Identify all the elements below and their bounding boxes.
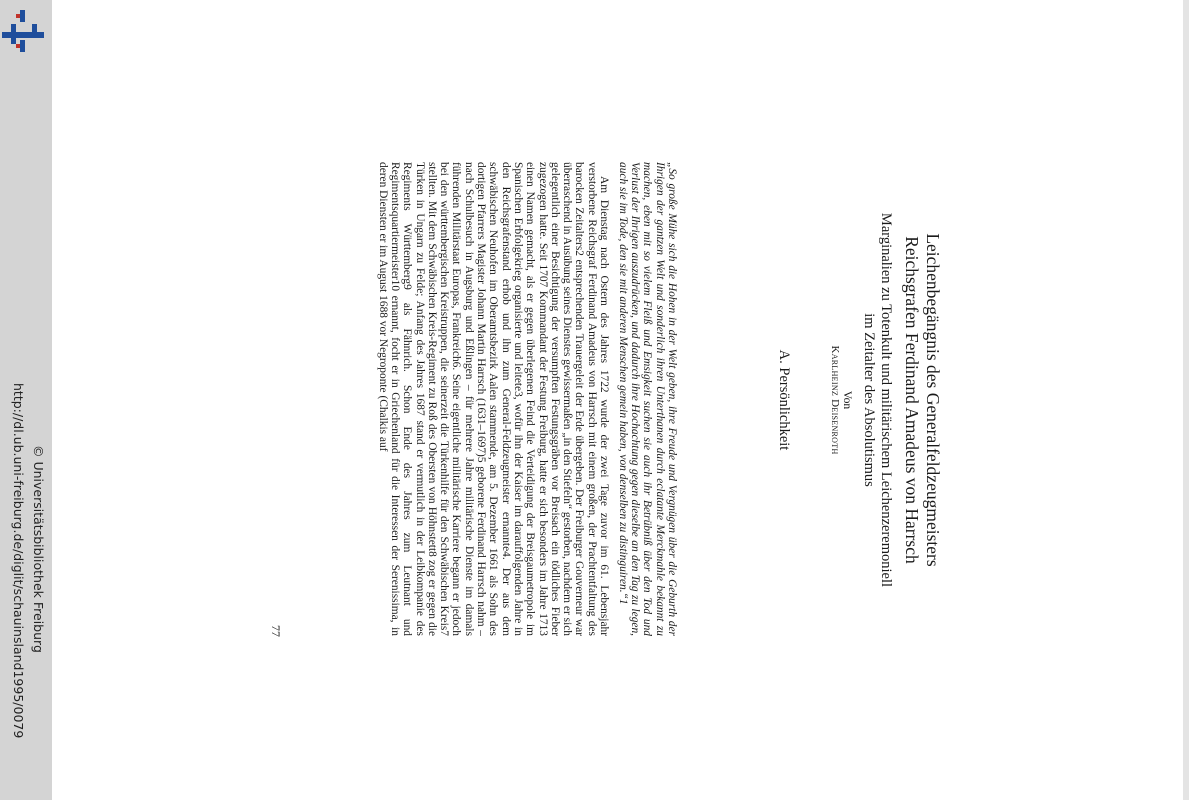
copyright-notice: © Universitätsbibliothek Freiburg (31, 445, 46, 653)
article-subtitle-line2: im Zeitalter des Absolutismus (861, 313, 877, 487)
author-name: Karlheinz Deisenroth (829, 345, 841, 455)
article-title-line1: Leichenbegängnis des Generalfeldzeugmeisters (923, 233, 943, 567)
byline-von: Von (841, 390, 853, 410)
scanned-page (265, 0, 965, 800)
body-paragraph (376, 162, 610, 636)
article-title-line2: Reichsgrafen Ferdinand Amadeus von Harrsch (902, 236, 922, 564)
article-subtitle-line1: Marginalien zu Totenkult und militärischem Leichenzeremoniell (878, 212, 894, 588)
page-edge (1183, 0, 1189, 800)
section-heading: A. Persönlichkeit (776, 349, 792, 451)
source-url[interactable]: http://dl.ub.uni-freiburg.de/diglit/schauinsland1995/0079 (11, 383, 26, 739)
page-number: 77 (269, 625, 283, 637)
quote-text: „So große Mühe sich die Hohen in der Welt geben, ihre Freude und Vergnügen über die Geburth der Ihrigen der gantzen Welt und sonderlich ihren Unterthanen durch eclatante Merckmahle bekannt zu machen, eben mit so vielem Fleiß und Emsigkeit suchen sie auch ihr Betrübniß über den Tod und Verlust der Ihrigen auszudrücken, und dadurch ihre Hochachtung gegen dieselbe an den Tag zu legen, auch sie im Tode, den sie mit anderen Menschen gemein haben, von denselben zu distinguiren.“1 (616, 162, 678, 636)
paragraph-text: Am Dienstag nach Ostern des Jahres 1722 wurde der zwei Tage zuvor im 61. Lebensjahr verstorbene Reichsgraf Ferdinand Amadeus von Harrsch mit einem großen, der Prachtentfaltung des barocken Zeitalters2 entsprechenden Trauergeleit der Erde übergeben. Der Freiburger Gouverneur war überraschend in Ausübung seines Dienstes gewissermaßen „in den Stiefeln“ gestorben, nachdem er sich gelegentlich einer Besichtigung der versumpften Festungsgräben vor Breisach ein tödliches Fieber zugezogen hatte. Seit 1707 Kommandant der Festung Freiburg, hatte er sich besonders im Jahre 1713 einen Namen gemacht, als er gegen überlegenen Feind die Verteidigung der Breisgaumetropole im Spanischen Erbfolgekrieg organisierte und leitete3, wofür ihn der Kaiser im darauffolgenden Jahre in den Reichsgrafenstand erhob und ihn zum General-Feldzeugmeister ernannte4. Der aus dem schwäbischen Neuhofen im Oberamtsbezirk Aalen stammende, am 5. Dezember 1661 als Sohn des dortigen Pfarrers Magister Johann Martin Harrsch (1631–1697)5 geborene Ferdinand Harrsch nahm – nach Schulbesuch in Augsburg und Eßlingen – für mehrere Jahre militärische Dienste im damals führenden Militärstaat Europas, Frankreich6. Seine eigentliche militärische Karriere begann er jedoch bei den württembergischen Kreistruppen, die seinerzeit die Türkenhilfe für den Schwäbischen Kreis7 stellten. Mit dem Schwäbischen Kreis-Regiment zu Roß des Obersten von Höhnstett8 zog er gegen die Türken in Ungarn zu Felde; Anfang des Jahres 1687 stand er vermutlich in der Leibkompanie des Regiments Württemberg9 als Fähnrich. Schon Ende des Jahres zum Leutnant und Regimentsquartiermeister10 ernannt, focht er in Griechenland für die Interessen der Serenissima, in deren Diensten er im August 1688 vor Negroponte (Chalkis auf (376, 162, 610, 636)
viewer-caption (0, 0, 52, 800)
epigraph-quote (617, 162, 678, 636)
